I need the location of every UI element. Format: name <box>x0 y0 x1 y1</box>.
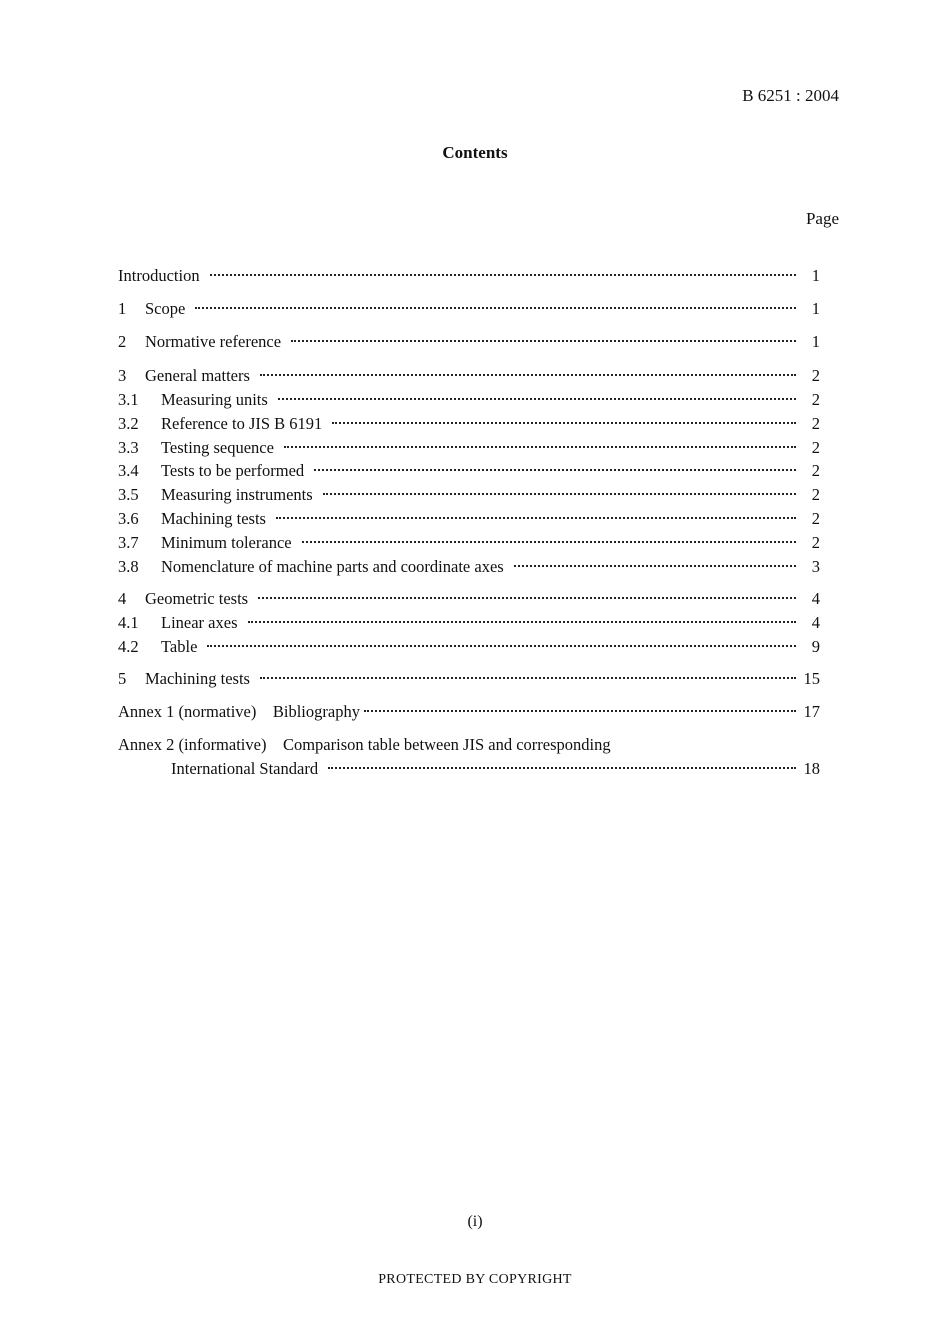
toc-entry-label: Machining tests <box>161 509 266 528</box>
toc-entry-page: 2 <box>811 485 820 504</box>
toc-entry-number: 3.2 <box>118 414 139 433</box>
toc-entry-label: Measuring instruments <box>161 485 313 504</box>
toc-entry-minimum-tolerance[interactable] <box>118 533 820 553</box>
toc-entry-label: Scope <box>145 299 186 318</box>
toc-entry-page: 2 <box>811 414 820 433</box>
dot-leader <box>210 274 796 276</box>
dot-leader <box>284 446 796 448</box>
dot-leader <box>258 597 796 599</box>
toc-entry-number: 3.3 <box>118 438 139 457</box>
dot-leader <box>328 767 796 769</box>
toc-entry-annex-2[interactable] <box>171 759 820 779</box>
toc-entry-page: 2 <box>811 366 820 385</box>
dot-leader <box>364 710 796 712</box>
toc-entry-number: 3.4 <box>118 461 139 480</box>
toc-entry-page: 9 <box>811 637 820 656</box>
toc-entry-table[interactable] <box>118 637 820 657</box>
toc-entry-page: 3 <box>811 557 820 576</box>
dot-leader <box>278 398 796 400</box>
dot-leader <box>248 621 797 623</box>
toc-entry-number: 3.7 <box>118 533 139 552</box>
document-number: B 6251 : 2004 <box>742 86 839 105</box>
toc-entry-label: Nomenclature of machine parts and coordinate axes <box>161 557 504 576</box>
toc-entry-label: Measuring units <box>161 390 268 409</box>
toc-entry-page: 2 <box>811 461 820 480</box>
toc-entry-number: 4 <box>118 589 127 608</box>
toc-entry-number: 3 <box>118 366 127 385</box>
dot-leader <box>314 469 796 471</box>
dot-leader <box>207 645 796 647</box>
toc-entry-tests-performed[interactable] <box>118 461 820 481</box>
toc-entry-testing-sequence[interactable] <box>118 438 820 458</box>
dot-leader <box>276 517 796 519</box>
toc-entry-page: 1 <box>811 332 820 351</box>
toc-entry-page: 4 <box>811 589 820 608</box>
toc-entry-measuring-units[interactable] <box>118 390 820 410</box>
toc-entry-annex-2-line1[interactable]: Annex 2 (informative) Comparison table between JIS and corresponding <box>118 735 611 754</box>
toc-entry-label: Introduction <box>118 266 200 285</box>
toc-entry-label: Table <box>161 637 198 656</box>
dot-leader <box>514 565 796 567</box>
toc-entry-normative-reference[interactable] <box>118 332 820 352</box>
toc-entry-label: Normative reference <box>145 332 282 351</box>
toc-entry-number: 2 <box>118 332 127 351</box>
toc-entry-number: 5 <box>118 669 127 688</box>
toc-entry-number: 4.1 <box>118 613 139 632</box>
toc-entry-label: Tests to be performed <box>161 461 305 480</box>
page-title: Contents <box>442 143 508 162</box>
dot-leader <box>332 422 796 424</box>
toc-entry-page: 15 <box>803 669 820 688</box>
toc-entry-label: Machining tests <box>145 669 250 688</box>
dot-leader <box>195 307 796 309</box>
toc-entry-label: Reference to JIS B 6191 <box>161 414 323 433</box>
dot-leader <box>260 374 796 376</box>
toc-entry-linear-axes[interactable] <box>118 613 820 633</box>
toc-entry-label: Annex 1 (normative) Bibliography <box>118 702 360 721</box>
toc-entry-number: 3.1 <box>118 390 139 409</box>
toc-entry-page: 2 <box>811 509 820 528</box>
toc-entry-label: Linear axes <box>161 613 238 632</box>
toc-entry-page: 18 <box>803 759 820 778</box>
toc-entry-machining-tests-3-6[interactable] <box>118 509 820 529</box>
toc-entry-label: Testing sequence <box>161 438 274 457</box>
toc-entry-reference-jis[interactable] <box>118 414 820 434</box>
toc-entry-annex-1[interactable] <box>118 702 820 722</box>
toc-entry-label: International Standard <box>171 759 319 778</box>
toc-entry-page: 4 <box>811 613 820 632</box>
page-number: (i) <box>467 1213 483 1230</box>
copyright-notice: PROTECTED BY COPYRIGHT <box>378 1272 572 1287</box>
toc-entry-page: 1 <box>811 266 820 285</box>
toc-entry-page: 2 <box>811 533 820 552</box>
dot-leader <box>323 493 796 495</box>
toc-entry-introduction[interactable] <box>118 266 820 286</box>
page-column-heading: Page <box>805 209 839 228</box>
toc-entry-number: 1 <box>118 299 127 318</box>
toc-entry-measuring-instruments[interactable] <box>118 485 820 505</box>
toc-entry-label: Minimum tolerance <box>161 533 292 552</box>
toc-entry-label: Geometric tests <box>145 589 249 608</box>
toc-entry-page: 1 <box>811 299 820 318</box>
toc-entry-general-matters[interactable] <box>118 366 820 386</box>
toc-entry-machining-tests-5[interactable] <box>118 669 820 689</box>
toc-entry-number: 3.6 <box>118 509 139 528</box>
toc-entry-geometric-tests[interactable] <box>118 589 820 609</box>
toc-entry-number: 4.2 <box>118 637 139 656</box>
toc-entry-page: 2 <box>811 390 820 409</box>
dot-leader <box>302 541 796 543</box>
dot-leader <box>260 677 796 679</box>
toc-entry-number: 3.5 <box>118 485 139 504</box>
toc-entry-nomenclature[interactable] <box>118 557 820 577</box>
toc-entry-page: 17 <box>803 702 820 721</box>
toc-entry-page: 2 <box>811 438 820 457</box>
toc-entry-number: 3.8 <box>118 557 139 576</box>
dot-leader <box>291 340 796 342</box>
toc-entry-label: General matters <box>145 366 250 385</box>
toc-entry-scope[interactable] <box>118 299 820 319</box>
